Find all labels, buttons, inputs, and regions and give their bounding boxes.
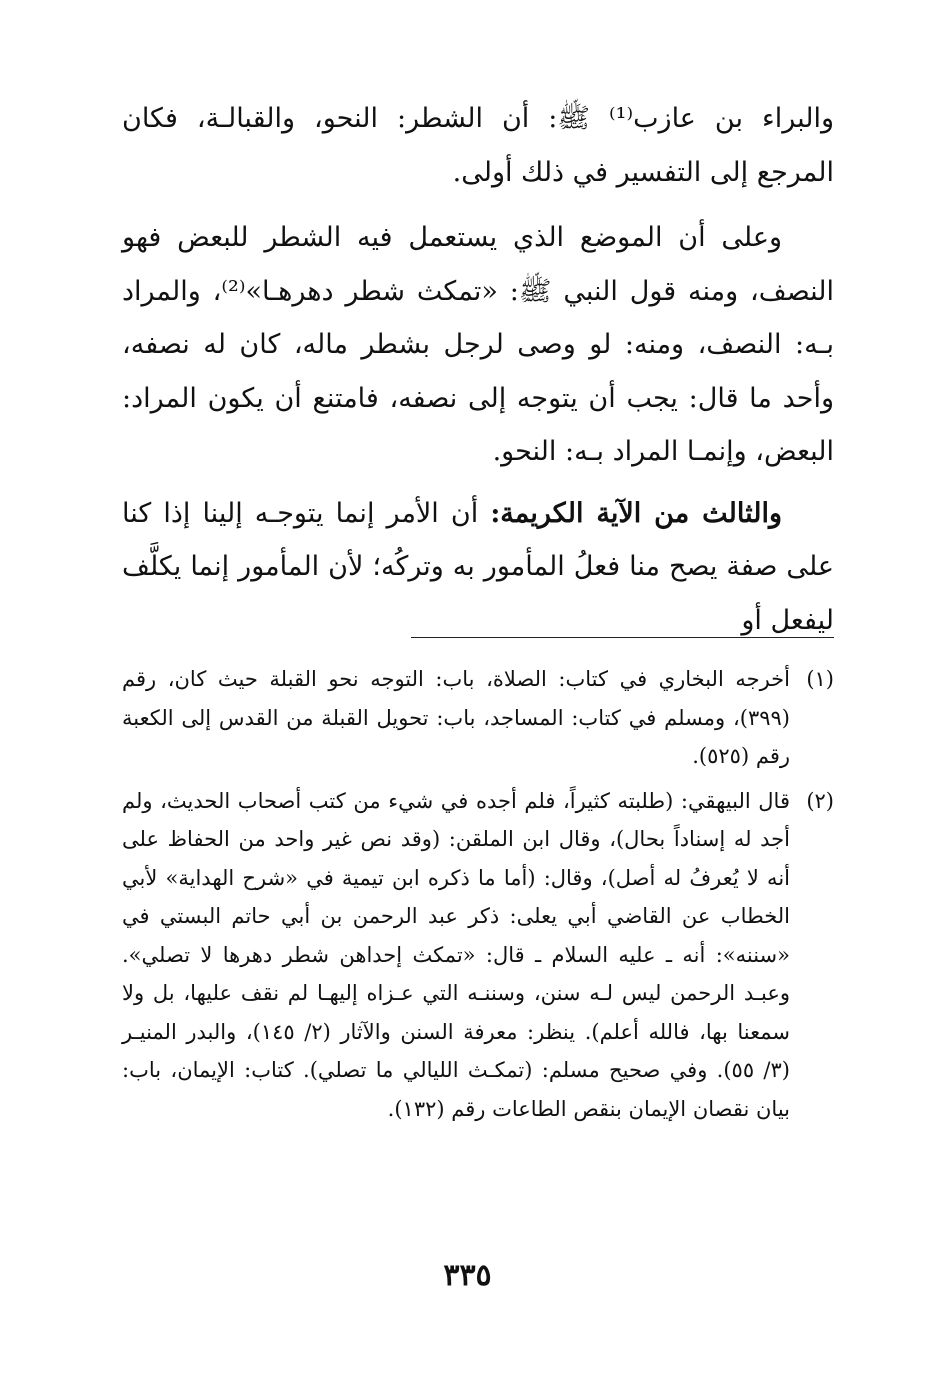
paragraph-2: وعلى أن الموضع الذي يستعمل فيه الشطر للبعض فهو النصف، ومنه قول النبي ﷺ: «تمكث شطر دهرهـا»⁽²⁾، والمراد بـه: النصف، ومنه: لو وصى لرجل بشطر ماله، كان له نصفه، وأحد ما قال: يجب أن يتوجه إلى نصفه، فامتنع أن يكون المراد: البعض، وإنمـا المراد بـه: النحو. [122, 222, 834, 467]
paragraph-1: والبراء بن عازب⁽¹⁾ ﷺ: أن الشطر: النحو، والقبالـة، فكان المرجع إلى التفسير في ذلك أولى. [122, 103, 835, 188]
page-number: ٣٣٥ [443, 1258, 492, 1293]
paragraph-3 [122, 487, 834, 648]
paragraph-3-lead: والثالث من الآية الكريمة: [490, 497, 782, 529]
footnote-text: قال البيهقي: (طلبته كثيراً، فلم أجده في شيء من كتب أصحاب الحديث، ولم أجد له إسناداً بحال)، وقال ابن الملقن: (وقد نص غير واحد من الحفاظ على أنه لا يُعرفُ له أصل)، وقال: (أما ما ذكره ابن تيمية في «شرح الهداية» لأبي الخطاب عن القاضي أبي يعلى: ذكر عبد الرحمن بن أبي حاتم البستي في «سننه»: أنه ـ عليه السلام ـ قال: «تمكث إحداهن شطر دهرها لا تصلي». وعبـد الرحمن ليس لـه سنن، وسننـه التي عـزاه إليهـا لم نقف عليها، بل ولا سمعنا بها، فالله أعلم). ينظر: معرفة السنن والآثار (٢/ ١٤٥)، والبدر المنيـر (٣/ ٥٥). وفي صحيح مسلم: (تمكـث الليالي ما تصلي). كتاب: الإيمان، باب: بيان نقصان الإيمان بنقص الطاعات رقم (١٣٢). [122, 788, 791, 1121]
paragraph-3-body: أن الأمر إنما يتوجـه إلينا إذا كنا على صفة يصح منا فعلُ المأمور به وتركُه؛ لأن المأمور إنما يكلَّف ليفعل أو [122, 497, 834, 636]
footnote-1 [122, 660, 834, 776]
footnote-number: (٢) [806, 788, 834, 813]
footnote-2 [122, 782, 834, 1129]
footnotes [122, 660, 834, 1134]
footnote-text: أخرجه البخاري في كتاب: الصلاة، باب: التوجه نحو القبلة حيث كان، رقم (٣٩٩)، ومسلم في كتاب: المساجد، باب: تحويل القبلة من القدس إلى الكعبة رقم (٥٢٥). [122, 667, 790, 768]
main-text [122, 92, 834, 647]
footnote-separator [411, 637, 834, 638]
footnote-number: (١) [806, 667, 834, 691]
